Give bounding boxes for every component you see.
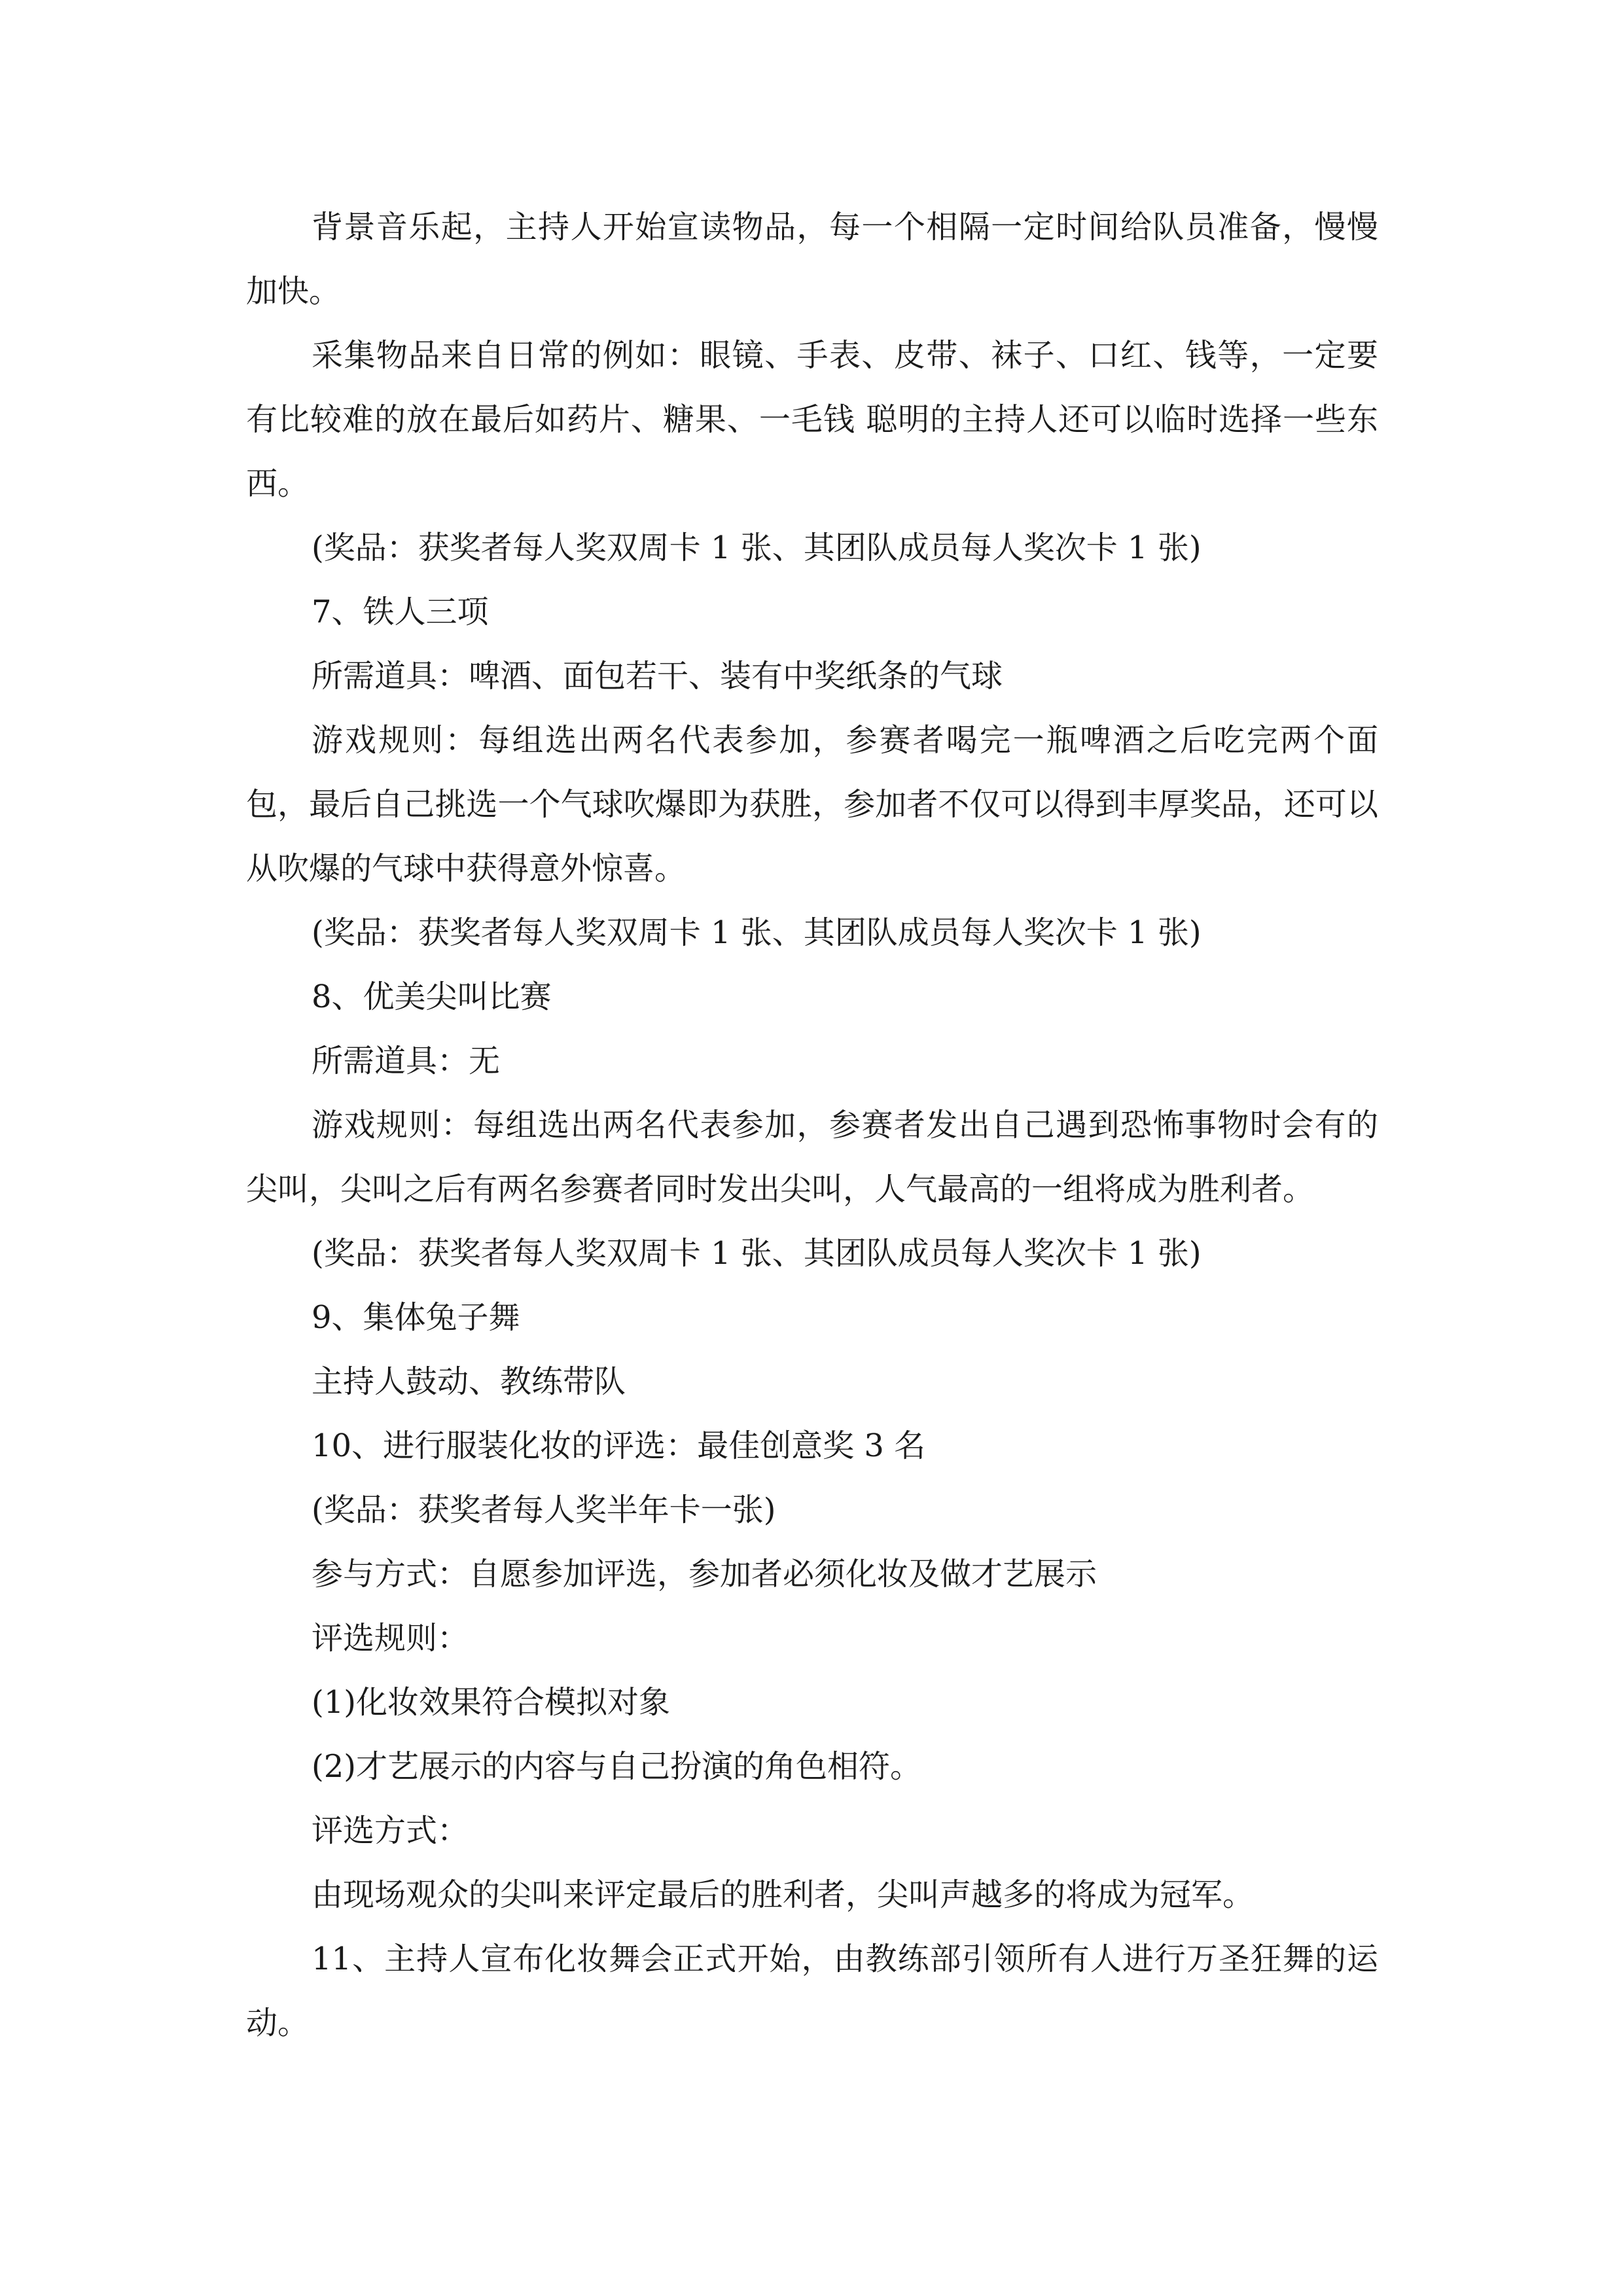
paragraph-rule-1: (1)化妆效果符合模拟对象 <box>312 1684 670 1721</box>
paragraph-scream-props: 所需道具：无 <box>312 1043 501 1079</box>
paragraph-ironman-props: 所需道具：啤酒、面包若干、装有中奖纸条的气球 <box>312 658 1003 694</box>
document-body <box>246 195 1378 2055</box>
paragraph-dance-start: 11、主持人宣布化妆舞会正式开始，由教练部引领所有人进行万圣狂舞的运动。 <box>246 1941 1378 2041</box>
paragraph-scream-rules: 游戏规则：每组选出两名代表参加，参赛者发出自己遇到恐怖事物时会有的尖叫，尖叫之后有两名参赛者同时发出尖叫，人气最高的一组将成为胜利者。 <box>246 1107 1378 1208</box>
paragraph-prize-4: (奖品：获奖者每人奖半年卡一张) <box>312 1492 776 1528</box>
paragraph-rule-2: (2)才艺展示的内容与自己扮演的角色相符。 <box>312 1748 921 1785</box>
heading-judging-method: 评选方式： <box>312 1812 469 1849</box>
paragraph-bunny-dance: 主持人鼓动、教练带队 <box>312 1363 626 1400</box>
heading-bunny-dance: 9、集体兔子舞 <box>312 1299 520 1336</box>
heading-judging-rules: 评选规则： <box>312 1620 469 1657</box>
paragraph-background-music: 背景音乐起，主持人开始宣读物品，每一个相隔一定时间给队员准备，慢慢加快。 <box>246 209 1378 310</box>
paragraph-judging-method: 由现场观众的尖叫来评定最后的胜利者，尖叫声越多的将成为冠军。 <box>312 1876 1255 1913</box>
paragraph-participation: 参与方式：自愿参加评选，参加者必须化妆及做才艺展示 <box>312 1556 1097 1592</box>
heading-ironman: 7、铁人三项 <box>312 594 489 630</box>
paragraph-prize-3: (奖品：获奖者每人奖双周卡 1 张、其团队成员每人奖次卡 1 张) <box>312 1235 1202 1272</box>
paragraph-collect-items: 采集物品来自日常的例如：眼镜、手表、皮带、袜子、口红、钱等，一定要有比较难的放在最后如药片、糖果、一毛钱 聪明的主持人还可以临时选择一些东西。 <box>246 337 1378 502</box>
paragraph-prize-1: (奖品：获奖者每人奖双周卡 1 张、其团队成员每人奖次卡 1 张) <box>312 529 1202 566</box>
heading-scream-contest: 8、优美尖叫比赛 <box>312 978 552 1015</box>
paragraph-ironman-rules: 游戏规则：每组选出两名代表参加，参赛者喝完一瓶啤酒之后吃完两个面包，最后自己挑选一个气球吹爆即为获胜，参加者不仅可以得到丰厚奖品，还可以从吹爆的气球中获得意外惊喜。 <box>246 722 1378 887</box>
paragraph-prize-2: (奖品：获奖者每人奖双周卡 1 张、其团队成员每人奖次卡 1 张) <box>312 914 1202 951</box>
heading-costume-contest: 10、进行服装化妆的评选：最佳创意奖 3 名 <box>312 1427 926 1464</box>
